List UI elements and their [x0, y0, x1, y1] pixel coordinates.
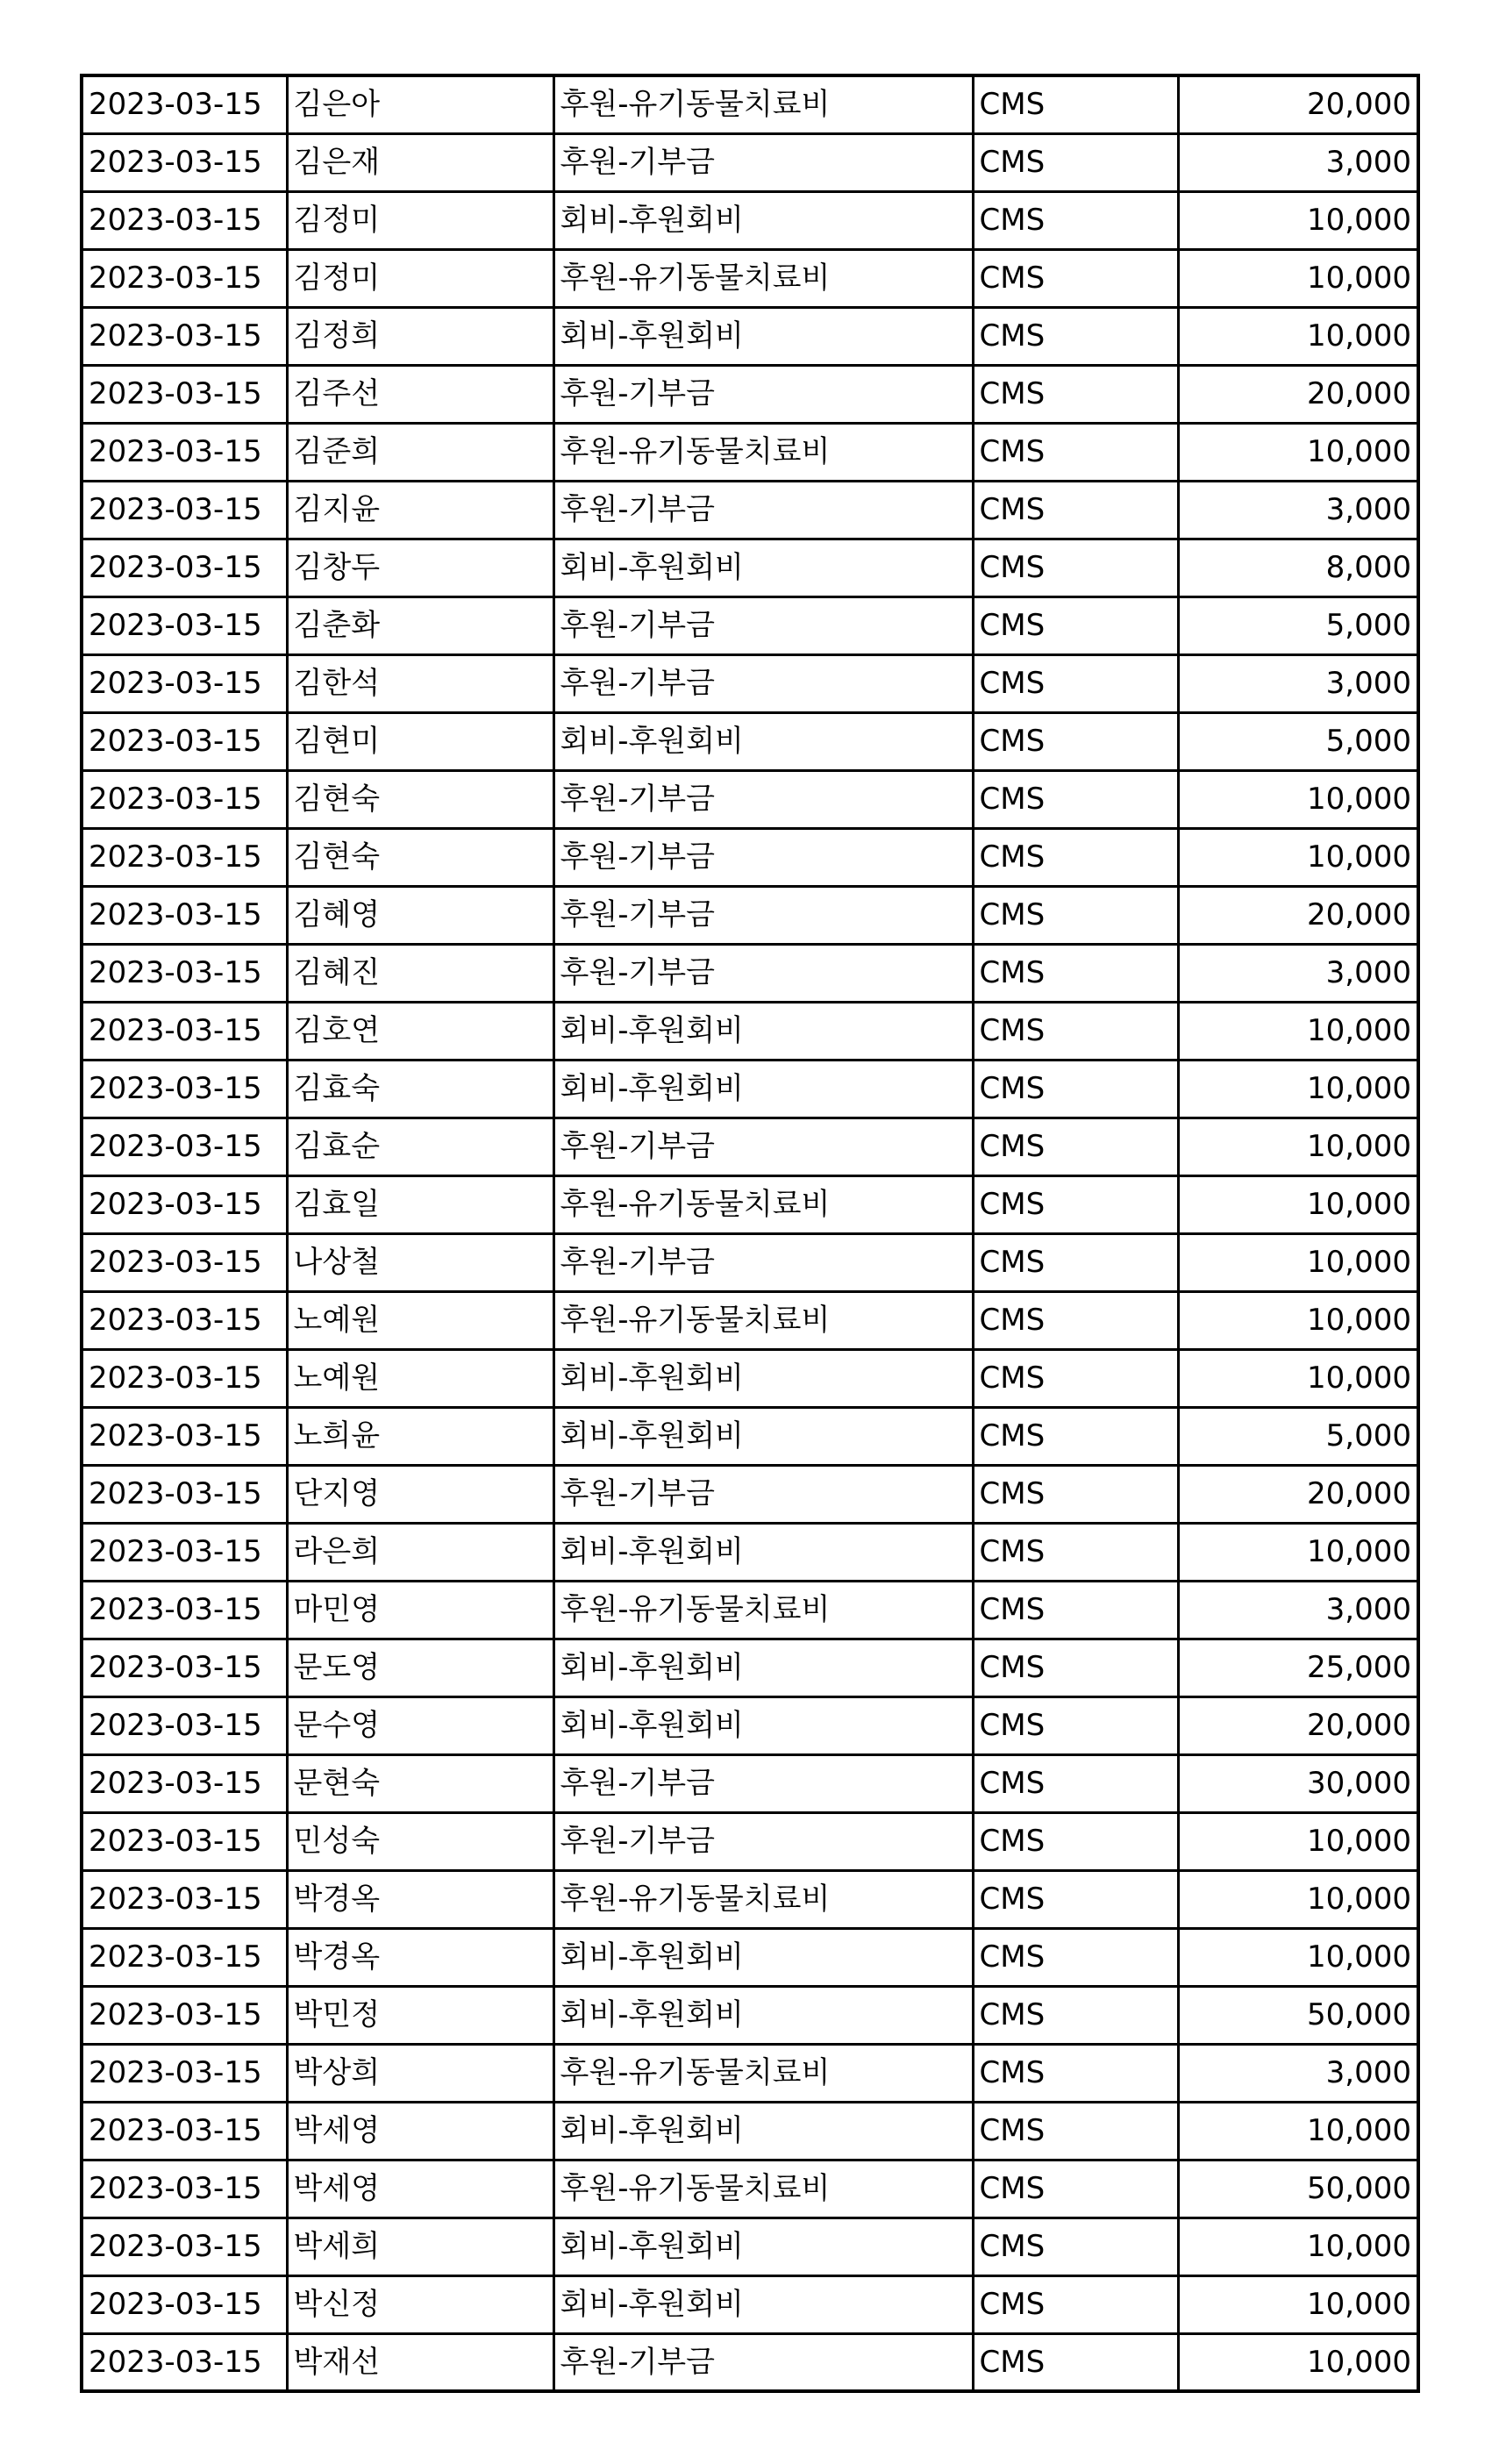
table-row: [82, 249, 1418, 307]
donor-name-cell: 박세희: [287, 2218, 553, 2275]
amount-cell: 5,000: [1178, 1407, 1418, 1465]
category-cell: 후원-유기동물치료비: [553, 1870, 973, 1928]
amount-cell: 10,000: [1178, 770, 1418, 828]
table-row: [82, 1870, 1418, 1928]
table-row: [82, 191, 1418, 249]
amount-cell: 25,000: [1178, 1639, 1418, 1696]
date-cell: 2023-03-15: [82, 2275, 287, 2333]
table-row: [82, 539, 1418, 596]
date-cell: 2023-03-15: [82, 2044, 287, 2102]
category-cell: 후원-기부금: [553, 886, 973, 944]
amount-cell: 5,000: [1178, 712, 1418, 770]
donor-name-cell: 김창두: [287, 539, 553, 596]
donor-name-cell: 나상철: [287, 1233, 553, 1291]
category-cell: 회비-후원회비: [553, 2275, 973, 2333]
amount-cell: 10,000: [1178, 191, 1418, 249]
donor-name-cell: 마민영: [287, 1581, 553, 1639]
donor-name-cell: 김준희: [287, 423, 553, 481]
amount-cell: 20,000: [1178, 1696, 1418, 1754]
table-row: [82, 1754, 1418, 1812]
payment-method-cell: CMS: [973, 1060, 1178, 1118]
date-cell: 2023-03-15: [82, 886, 287, 944]
ledger-body: [82, 75, 1418, 2391]
donor-name-cell: 노예원: [287, 1349, 553, 1407]
payment-method-cell: CMS: [973, 249, 1178, 307]
payment-method-cell: CMS: [973, 1639, 1178, 1696]
table-row: [82, 944, 1418, 1002]
date-cell: 2023-03-15: [82, 1754, 287, 1812]
amount-cell: 5,000: [1178, 596, 1418, 654]
donor-name-cell: 김현숙: [287, 770, 553, 828]
donor-name-cell: 박경옥: [287, 1928, 553, 1986]
payment-method-cell: CMS: [973, 481, 1178, 539]
donor-name-cell: 민성숙: [287, 1812, 553, 1870]
payment-method-cell: CMS: [973, 770, 1178, 828]
category-cell: 회비-후원회비: [553, 712, 973, 770]
amount-cell: 10,000: [1178, 2218, 1418, 2275]
amount-cell: 20,000: [1178, 75, 1418, 133]
payment-method-cell: CMS: [973, 75, 1178, 133]
amount-cell: 10,000: [1178, 1812, 1418, 1870]
donor-name-cell: 김한석: [287, 654, 553, 712]
category-cell: 회비-후원회비: [553, 1407, 973, 1465]
payment-method-cell: CMS: [973, 2275, 1178, 2333]
category-cell: 회비-후원회비: [553, 1928, 973, 1986]
category-cell: 회비-후원회비: [553, 307, 973, 365]
category-cell: 후원-기부금: [553, 1465, 973, 1523]
donor-name-cell: 박민정: [287, 1986, 553, 2044]
amount-cell: 10,000: [1178, 2333, 1418, 2391]
donor-name-cell: 박상희: [287, 2044, 553, 2102]
table-row: [82, 307, 1418, 365]
table-row: [82, 770, 1418, 828]
payment-method-cell: CMS: [973, 423, 1178, 481]
date-cell: 2023-03-15: [82, 1812, 287, 1870]
date-cell: 2023-03-15: [82, 1928, 287, 1986]
amount-cell: 3,000: [1178, 1581, 1418, 1639]
table-row: [82, 1175, 1418, 1233]
amount-cell: 3,000: [1178, 481, 1418, 539]
table-row: [82, 423, 1418, 481]
date-cell: 2023-03-15: [82, 654, 287, 712]
category-cell: 후원-기부금: [553, 1118, 973, 1175]
table-row: [82, 1639, 1418, 1696]
amount-cell: 10,000: [1178, 2102, 1418, 2160]
donation-ledger-table: [80, 74, 1420, 2393]
date-cell: 2023-03-15: [82, 1291, 287, 1349]
date-cell: 2023-03-15: [82, 423, 287, 481]
amount-cell: 3,000: [1178, 133, 1418, 191]
table-row: [82, 596, 1418, 654]
category-cell: 후원-기부금: [553, 1754, 973, 1812]
payment-method-cell: CMS: [973, 712, 1178, 770]
amount-cell: 10,000: [1178, 1002, 1418, 1060]
date-cell: 2023-03-15: [82, 1639, 287, 1696]
table-row: [82, 1233, 1418, 1291]
date-cell: 2023-03-15: [82, 1233, 287, 1291]
date-cell: 2023-03-15: [82, 1986, 287, 2044]
amount-cell: 3,000: [1178, 654, 1418, 712]
category-cell: 회비-후원회비: [553, 2102, 973, 2160]
payment-method-cell: CMS: [973, 1523, 1178, 1581]
donor-name-cell: 김호연: [287, 1002, 553, 1060]
category-cell: 회비-후원회비: [553, 1523, 973, 1581]
category-cell: 후원-유기동물치료비: [553, 2160, 973, 2218]
category-cell: 후원-기부금: [553, 481, 973, 539]
amount-cell: 10,000: [1178, 1870, 1418, 1928]
amount-cell: 10,000: [1178, 1349, 1418, 1407]
amount-cell: 10,000: [1178, 307, 1418, 365]
table-row: [82, 2275, 1418, 2333]
payment-method-cell: CMS: [973, 1870, 1178, 1928]
table-row: [82, 133, 1418, 191]
payment-method-cell: CMS: [973, 1754, 1178, 1812]
payment-method-cell: CMS: [973, 944, 1178, 1002]
payment-method-cell: CMS: [973, 1465, 1178, 1523]
category-cell: 후원-기부금: [553, 1812, 973, 1870]
date-cell: 2023-03-15: [82, 2333, 287, 2391]
donor-name-cell: 문도영: [287, 1639, 553, 1696]
date-cell: 2023-03-15: [82, 75, 287, 133]
category-cell: 후원-기부금: [553, 828, 973, 886]
date-cell: 2023-03-15: [82, 1696, 287, 1754]
category-cell: 후원-유기동물치료비: [553, 1581, 973, 1639]
date-cell: 2023-03-15: [82, 1349, 287, 1407]
category-cell: 회비-후원회비: [553, 1060, 973, 1118]
category-cell: 후원-유기동물치료비: [553, 249, 973, 307]
category-cell: 후원-기부금: [553, 133, 973, 191]
payment-method-cell: CMS: [973, 1696, 1178, 1754]
donor-name-cell: 박경옥: [287, 1870, 553, 1928]
payment-method-cell: CMS: [973, 2102, 1178, 2160]
amount-cell: 10,000: [1178, 1523, 1418, 1581]
category-cell: 후원-기부금: [553, 596, 973, 654]
payment-method-cell: CMS: [973, 1233, 1178, 1291]
payment-method-cell: CMS: [973, 654, 1178, 712]
donor-name-cell: 김현숙: [287, 828, 553, 886]
date-cell: 2023-03-15: [82, 596, 287, 654]
donor-name-cell: 문수영: [287, 1696, 553, 1754]
date-cell: 2023-03-15: [82, 249, 287, 307]
donor-name-cell: 김주선: [287, 365, 553, 423]
amount-cell: 3,000: [1178, 2044, 1418, 2102]
table-row: [82, 828, 1418, 886]
table-row: [82, 1986, 1418, 2044]
date-cell: 2023-03-15: [82, 1407, 287, 1465]
donor-name-cell: 김효순: [287, 1118, 553, 1175]
donor-name-cell: 라은희: [287, 1523, 553, 1581]
table-row: [82, 1581, 1418, 1639]
date-cell: 2023-03-15: [82, 770, 287, 828]
amount-cell: 10,000: [1178, 1928, 1418, 1986]
date-cell: 2023-03-15: [82, 133, 287, 191]
table-row: [82, 1349, 1418, 1407]
date-cell: 2023-03-15: [82, 1465, 287, 1523]
donor-name-cell: 박세영: [287, 2160, 553, 2218]
date-cell: 2023-03-15: [82, 1581, 287, 1639]
table-row: [82, 1060, 1418, 1118]
payment-method-cell: CMS: [973, 1928, 1178, 1986]
category-cell: 회비-후원회비: [553, 1696, 973, 1754]
amount-cell: 50,000: [1178, 1986, 1418, 2044]
category-cell: 회비-후원회비: [553, 1986, 973, 2044]
payment-method-cell: CMS: [973, 1291, 1178, 1349]
donor-name-cell: 박세영: [287, 2102, 553, 2160]
table-row: [82, 1118, 1418, 1175]
payment-method-cell: CMS: [973, 1118, 1178, 1175]
table-row: [82, 1407, 1418, 1465]
table-row: [82, 1928, 1418, 1986]
category-cell: 후원-유기동물치료비: [553, 75, 973, 133]
date-cell: 2023-03-15: [82, 365, 287, 423]
donor-name-cell: 노희윤: [287, 1407, 553, 1465]
payment-method-cell: CMS: [973, 1581, 1178, 1639]
amount-cell: 10,000: [1178, 249, 1418, 307]
date-cell: 2023-03-15: [82, 1175, 287, 1233]
payment-method-cell: CMS: [973, 191, 1178, 249]
amount-cell: 8,000: [1178, 539, 1418, 596]
payment-method-cell: CMS: [973, 307, 1178, 365]
category-cell: 회비-후원회비: [553, 191, 973, 249]
date-cell: 2023-03-15: [82, 1870, 287, 1928]
category-cell: 후원-유기동물치료비: [553, 2044, 973, 2102]
amount-cell: 10,000: [1178, 828, 1418, 886]
amount-cell: 50,000: [1178, 2160, 1418, 2218]
category-cell: 후원-기부금: [553, 365, 973, 423]
payment-method-cell: CMS: [973, 2218, 1178, 2275]
table-row: [82, 1523, 1418, 1581]
table-row: [82, 2044, 1418, 2102]
category-cell: 회비-후원회비: [553, 1639, 973, 1696]
amount-cell: 20,000: [1178, 886, 1418, 944]
category-cell: 후원-기부금: [553, 1233, 973, 1291]
category-cell: 후원-유기동물치료비: [553, 1175, 973, 1233]
donor-name-cell: 김혜진: [287, 944, 553, 1002]
payment-method-cell: CMS: [973, 2333, 1178, 2391]
donor-name-cell: 김효일: [287, 1175, 553, 1233]
date-cell: 2023-03-15: [82, 539, 287, 596]
table-row: [82, 2160, 1418, 2218]
category-cell: 회비-후원회비: [553, 2218, 973, 2275]
category-cell: 회비-후원회비: [553, 1349, 973, 1407]
payment-method-cell: CMS: [973, 596, 1178, 654]
table-row: [82, 1465, 1418, 1523]
payment-method-cell: CMS: [973, 828, 1178, 886]
donor-name-cell: 김정미: [287, 191, 553, 249]
amount-cell: 30,000: [1178, 1754, 1418, 1812]
donor-name-cell: 노예원: [287, 1291, 553, 1349]
payment-method-cell: CMS: [973, 539, 1178, 596]
donor-name-cell: 김정희: [287, 307, 553, 365]
donor-name-cell: 문현숙: [287, 1754, 553, 1812]
table-row: [82, 1002, 1418, 1060]
table-row: [82, 481, 1418, 539]
payment-method-cell: CMS: [973, 1986, 1178, 2044]
table-row: [82, 654, 1418, 712]
payment-method-cell: CMS: [973, 1002, 1178, 1060]
date-cell: 2023-03-15: [82, 307, 287, 365]
date-cell: 2023-03-15: [82, 1118, 287, 1175]
payment-method-cell: CMS: [973, 1349, 1178, 1407]
amount-cell: 20,000: [1178, 1465, 1418, 1523]
donor-name-cell: 김지윤: [287, 481, 553, 539]
table-row: [82, 2218, 1418, 2275]
amount-cell: 10,000: [1178, 423, 1418, 481]
date-cell: 2023-03-15: [82, 944, 287, 1002]
amount-cell: 10,000: [1178, 1118, 1418, 1175]
donor-name-cell: 김현미: [287, 712, 553, 770]
table-row: [82, 2333, 1418, 2391]
category-cell: 후원-유기동물치료비: [553, 1291, 973, 1349]
donor-name-cell: 김춘화: [287, 596, 553, 654]
payment-method-cell: CMS: [973, 1812, 1178, 1870]
amount-cell: 20,000: [1178, 365, 1418, 423]
amount-cell: 3,000: [1178, 944, 1418, 1002]
donor-name-cell: 단지영: [287, 1465, 553, 1523]
category-cell: 후원-기부금: [553, 654, 973, 712]
amount-cell: 10,000: [1178, 1060, 1418, 1118]
table-row: [82, 2102, 1418, 2160]
donor-name-cell: 박재선: [287, 2333, 553, 2391]
amount-cell: 10,000: [1178, 1233, 1418, 1291]
table-row: [82, 75, 1418, 133]
table-row: [82, 1291, 1418, 1349]
date-cell: 2023-03-15: [82, 191, 287, 249]
date-cell: 2023-03-15: [82, 1523, 287, 1581]
date-cell: 2023-03-15: [82, 2160, 287, 2218]
donor-name-cell: 김은재: [287, 133, 553, 191]
table-row: [82, 365, 1418, 423]
payment-method-cell: CMS: [973, 1407, 1178, 1465]
table-row: [82, 1696, 1418, 1754]
donor-name-cell: 김정미: [287, 249, 553, 307]
amount-cell: 10,000: [1178, 1175, 1418, 1233]
donor-name-cell: 김혜영: [287, 886, 553, 944]
date-cell: 2023-03-15: [82, 481, 287, 539]
date-cell: 2023-03-15: [82, 828, 287, 886]
payment-method-cell: CMS: [973, 365, 1178, 423]
payment-method-cell: CMS: [973, 1175, 1178, 1233]
amount-cell: 10,000: [1178, 1291, 1418, 1349]
table-row: [82, 1812, 1418, 1870]
payment-method-cell: CMS: [973, 2160, 1178, 2218]
category-cell: 후원-기부금: [553, 2333, 973, 2391]
payment-method-cell: CMS: [973, 886, 1178, 944]
category-cell: 후원-기부금: [553, 770, 973, 828]
table-row: [82, 886, 1418, 944]
donor-name-cell: 김은아: [287, 75, 553, 133]
date-cell: 2023-03-15: [82, 1060, 287, 1118]
category-cell: 후원-기부금: [553, 944, 973, 1002]
category-cell: 회비-후원회비: [553, 539, 973, 596]
date-cell: 2023-03-15: [82, 1002, 287, 1060]
donor-name-cell: 박신정: [287, 2275, 553, 2333]
date-cell: 2023-03-15: [82, 2218, 287, 2275]
date-cell: 2023-03-15: [82, 2102, 287, 2160]
payment-method-cell: CMS: [973, 133, 1178, 191]
amount-cell: 10,000: [1178, 2275, 1418, 2333]
date-cell: 2023-03-15: [82, 712, 287, 770]
donor-name-cell: 김효숙: [287, 1060, 553, 1118]
table-row: [82, 712, 1418, 770]
category-cell: 후원-유기동물치료비: [553, 423, 973, 481]
category-cell: 회비-후원회비: [553, 1002, 973, 1060]
payment-method-cell: CMS: [973, 2044, 1178, 2102]
